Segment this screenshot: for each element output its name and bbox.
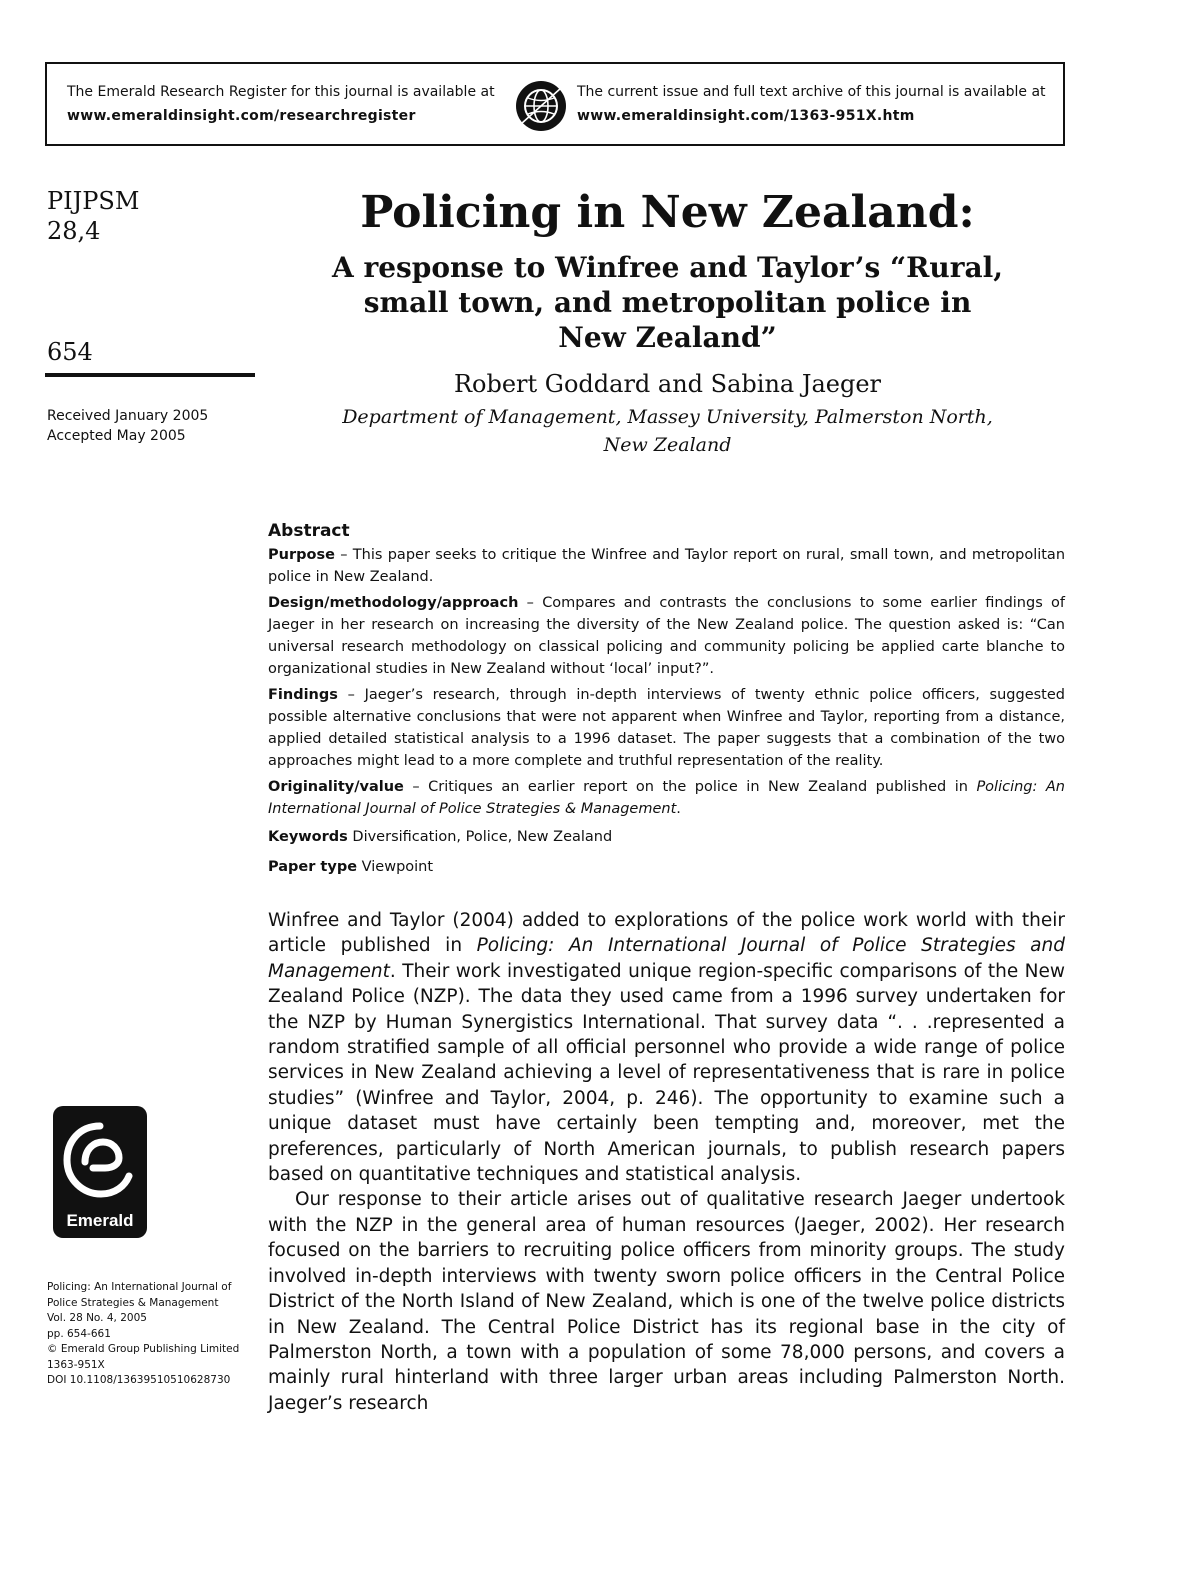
- subtitle-line: A response to Winfree and Taylor’s “Rural,: [332, 251, 1003, 284]
- keywords-label: Keywords: [268, 829, 348, 845]
- originality-text: Critiques an earlier report on the police in New Zealand published in: [428, 779, 968, 795]
- body-p1-end: . Their work investigated unique region-specific comparisons of the New Zealand Police (NZP). The data they used came from a 1996 survey undertaken for the NZP by Human Synergistics International. That survey data “. . .represented a random stratified sample of all official personnel who provide a wide range of police services in New Zealand achieving a level of representativeness that is rare in police studies” (Winfree and Taylor, 2004, p. 246). The opportunity to examine such a unique dataset must have certainly been tempting and, moreover, met the preferences, particularly of North American journals, to publish research papers based on quantitative techniques and statistical analysis.: [268, 960, 1065, 1186]
- dash: –: [518, 595, 543, 611]
- journal-code: PIJPSM: [47, 187, 140, 215]
- register-right: [577, 80, 1046, 128]
- register-box: [45, 62, 1065, 146]
- subtitle-line: small town, and metropolitan police in: [363, 286, 972, 319]
- abstract-paper-type: [268, 856, 1065, 878]
- body-paragraph: [268, 908, 1065, 1187]
- affiliation-line: Department of Management, Massey University, Palmerston North,: [342, 406, 993, 428]
- article-subtitle: [270, 250, 1065, 355]
- emerald-logo-text: Emerald: [66, 1211, 134, 1230]
- subtitle-line: New Zealand”: [558, 321, 777, 354]
- purpose-label: Purpose: [268, 547, 335, 563]
- dash: –: [403, 779, 429, 795]
- article-title: Policing in New Zealand:: [360, 187, 975, 238]
- body-paragraph: Our response to their article arises out of qualitative research Jaeger undertook with the NZP in the general area of human resources (Jaeger, 2002). Her research focused on the barriers to recruiting police officers from minority groups. The study involved in-depth interviews with twenty sworn police officers in the Central Police District of the North Island of New Zealand, which is one of the twelve police districts in New Zealand. The Central Police District has its regional base in the city of Palmerston North, a town with a population of some 78,000 persons, and covers a mainly rural hinterland with three larger urban areas including Palmerston North. Jaeger’s research: [268, 1189, 1065, 1414]
- authors: Robert Goddard and Sabina Jaeger: [453, 370, 882, 398]
- design-text: Compares and contrasts the conclusions to some earlier findings of Jaeger in her research on increasing the diversity of the New Zealand police. The question asked is: “Can universal research methodology on classical policing and community policing be applied carte blanche to organizational studies in New Zealand without ‘local’ input?”.: [268, 595, 1066, 677]
- emerald-logo: [53, 1106, 147, 1238]
- received-date: Received January 2005: [47, 408, 209, 424]
- abstract-findings: [268, 684, 1065, 772]
- register-left: [67, 80, 495, 128]
- abstract: [268, 520, 1065, 882]
- abstract-design: [268, 592, 1065, 680]
- dash: –: [337, 687, 365, 703]
- citation-line: © Emerald Group Publishing Limited: [47, 1343, 240, 1355]
- citation-line: DOI 10.1108/13639510510628730: [47, 1374, 231, 1386]
- originality-label: Originality/value: [268, 779, 404, 795]
- purpose-text: This paper seeks to critique the Winfree and Taylor report on rural, small town, and metropolitan police in New Zealand.: [268, 547, 1066, 585]
- affiliation: [270, 403, 1065, 459]
- research-register-link[interactable]: www.emeraldinsight.com/researchregister: [67, 108, 416, 124]
- volume-issue: 28,4: [47, 217, 101, 245]
- citation-line: pp. 654-661: [47, 1327, 111, 1340]
- journal-code-block: [47, 186, 139, 246]
- page-number-rule: [45, 373, 255, 377]
- citation-line: Policing: An International Journal of: [47, 1281, 232, 1293]
- title-block: [270, 186, 1065, 459]
- originality-end: .: [676, 801, 681, 817]
- received-accepted-dates: [47, 406, 208, 446]
- abstract-originality: [268, 776, 1065, 820]
- body-p1-start: Winfree and Taylor (2004) added to explorations of the police work world with their article published in: [268, 910, 1065, 957]
- journal-citation: [47, 1280, 257, 1389]
- abstract-keywords: [268, 826, 1065, 848]
- full-text-archive-link[interactable]: www.emeraldinsight.com/1363-951X.htm: [577, 108, 915, 124]
- citation-line: Vol. 28 No. 4, 2005: [47, 1312, 147, 1324]
- dash: –: [334, 547, 353, 563]
- register-right-text: The current issue and full text archive of this journal is available at: [577, 84, 1046, 100]
- paper-type-label: Paper type: [268, 859, 358, 875]
- originality-journal: Policing: An International Journal of Police Strategies & Management: [268, 779, 1065, 817]
- citation-line: 1363-951X: [47, 1358, 105, 1371]
- citation-line: Police Strategies & Management: [47, 1296, 219, 1309]
- accepted-date: Accepted May 2005: [47, 428, 186, 444]
- body-p1-journal: Policing: An International Journal of Police Strategies and Management: [268, 935, 1065, 982]
- keywords-text: Diversification, Police, New Zealand: [352, 829, 613, 845]
- body-text: [268, 908, 1065, 1416]
- affiliation-line: New Zealand: [603, 434, 732, 456]
- design-label: Design/methodology/approach: [268, 595, 519, 611]
- abstract-heading: Abstract: [268, 521, 350, 541]
- abstract-purpose: [268, 544, 1065, 588]
- register-left-text: The Emerald Research Register for this journal is available at: [67, 84, 495, 100]
- page-number: 654: [47, 338, 93, 366]
- findings-label: Findings: [268, 687, 338, 703]
- paper-type-text: Viewpoint: [361, 859, 434, 875]
- globe-icon: [515, 80, 567, 132]
- findings-text: Jaeger’s research, through in-depth interviews of twenty ethnic police officers, suggested possible alternative conclusions that were not apparent when Winfree and Taylor, reporting from a distance, applied detailed statistical analysis to a 1996 dataset. The paper suggests that a combination of the two approaches might lead to a more complete and truthful representation of the reality.: [268, 687, 1065, 769]
